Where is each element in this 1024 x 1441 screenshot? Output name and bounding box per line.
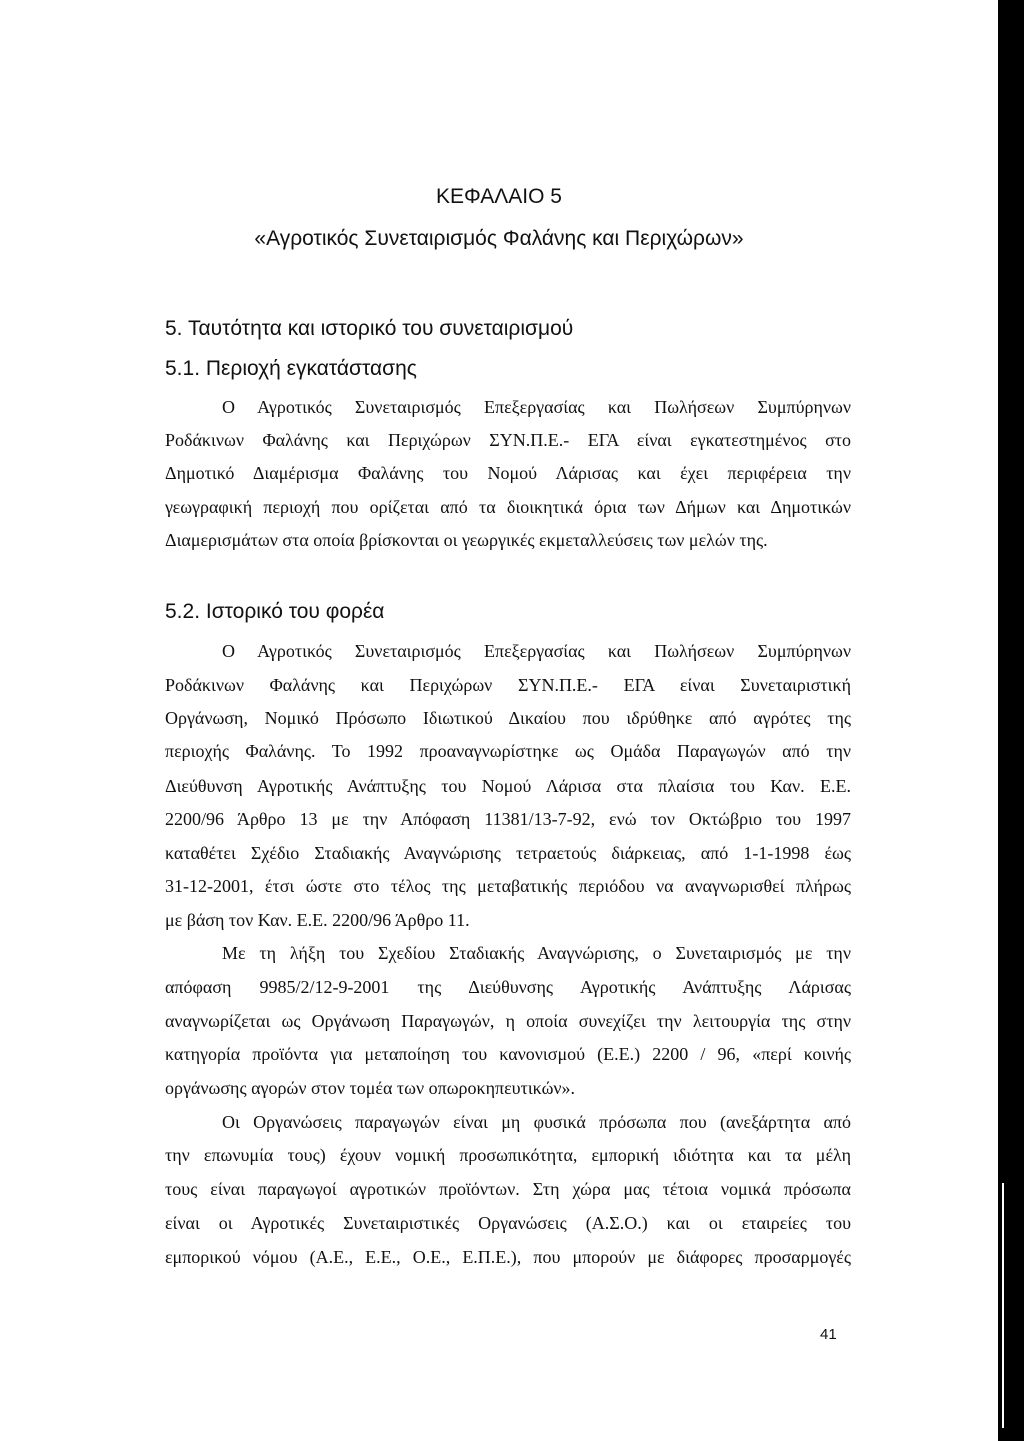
paragraph-line: 31-12-2001, έτσι ώστε στο τέλος της μεταβατικής περιόδου να αναγνωρισθεί πλήρως	[165, 876, 851, 896]
paragraph-line: 2200/96 Άρθρο 13 με την Απόφαση 11381/13-7-92, ενώ τον Οκτώβριο του 1997	[165, 809, 851, 829]
paragraph-line: Οργάνωση, Νομικό Πρόσωπο Ιδιωτικού Δικαίου που ιδρύθηκε από αγρότες της	[165, 708, 851, 728]
paragraph-line: απόφαση 9985/2/12-9-2001 της Διεύθυνσης Αγροτικής Ανάπτυξης Λάρισας	[165, 977, 851, 997]
paragraph-line: με βάση τον Καν. Ε.Ε. 2200/96 Άρθρο 11.	[165, 910, 470, 930]
paragraph-line: γεωγραφική περιοχή που ορίζεται από τα διοικητικά όρια των Δήμων και Δημοτικών	[165, 497, 851, 517]
chapter-title: «Αγροτικός Συνεταιρισμός Φαλάνης και Περιχώρων»	[254, 227, 744, 250]
paragraph-line: Διαμερισμάτων στα οποία βρίσκονται οι γεωργικές εκμεταλλεύσεις των μελών της.	[165, 530, 768, 550]
paragraph-line: εμπορικού νόμου (Α.Ε., Ε.Ε., Ο.Ε., Ε.Π.Ε.), που μπορούν με διάφορες προσαρμογές	[165, 1247, 851, 1267]
paragraph-line: είναι οι Αγροτικές Συνεταιριστικές Οργανώσεις (Α.Σ.Ο.) και οι εταιρείες του	[165, 1213, 851, 1233]
paragraph-line: κατηγορία προϊόντα για μεταποίηση του κανονισμού (Ε.Ε.) 2200 / 96, «περί κοινής	[165, 1044, 851, 1064]
paragraph-line: Ο Αγροτικός Συνεταιρισμός Επεξεργασίας και Πωλήσεων Συμπύρηνων	[222, 397, 851, 417]
section-5-2-heading: 5.2. Ιστορικό του φορέα	[165, 600, 385, 623]
paragraph-line: Ο Αγροτικός Συνεταιρισμός Επεξεργασίας και Πωλήσεων Συμπύρηνων	[222, 641, 851, 661]
paragraph-line: οργάνωσης αγορών στον τομέα των οπωροκηπευτικών».	[165, 1078, 576, 1098]
scan-edge-line	[1002, 1183, 1004, 1428]
paragraph-line: περιοχής Φαλάνης. Το 1992 προαναγνωρίστηκε ως Ομάδα Παραγωγών από την	[165, 741, 851, 761]
section-5-heading: 5. Ταυτότητα και ιστορικό του συνεταιρισμού	[165, 317, 574, 340]
paragraph-line: την επωνυμία τους) έχουν νομική προσωπικότητα, εμπορική ιδιότητα και τα μέλη	[165, 1145, 851, 1165]
paragraph-line: τους είναι παραγωγοί αγροτικών προϊόντων. Στη χώρα μας τέτοια νομικά πρόσωπα	[165, 1179, 851, 1199]
paragraph-line: Με τη λήξη του Σχεδίου Σταδιακής Αναγνώρισης, ο Συνεταιρισμός με την	[222, 943, 851, 963]
paragraph-line: Ροδάκινων Φαλάνης και Περιχώρων ΣΥΝ.Π.Ε.- ΕΓΑ είναι εγκατεστημένος στο	[165, 430, 851, 450]
section-5-1-heading: 5.1. Περιοχή εγκατάστασης	[165, 357, 417, 380]
chapter-label: ΚΕΦΑΛΑΙΟ 5	[436, 185, 562, 208]
paragraph-line: Οι Οργανώσεις παραγωγών είναι μη φυσικά πρόσωπα που (ανεξάρτητα από	[222, 1112, 851, 1132]
paragraph-line: Διεύθυνση Αγροτικής Ανάπτυξης του Νομού Λάρισα στα πλαίσια του Καν. Ε.Ε.	[165, 776, 851, 796]
paragraph-line: Δημοτικό Διαμέρισμα Φαλάνης του Νομού Λάρισας και έχει περιφέρεια την	[165, 463, 851, 483]
paragraph-line: καταθέτει Σχέδιο Σταδιακής Αναγνώρισης τετραετούς διάρκειας, από 1-1-1998 έως	[165, 843, 851, 863]
page-number: 41	[820, 1326, 837, 1343]
paragraph-line: αναγνωρίζεται ως Οργάνωση Παραγωγών, η οποία συνεχίζει την λειτουργία της στην	[165, 1011, 851, 1031]
paragraph-line: Ροδάκινων Φαλάνης και Περιχώρων ΣΥΝ.Π.Ε.- ΕΓΑ είναι Συνεταιριστική	[165, 675, 851, 695]
